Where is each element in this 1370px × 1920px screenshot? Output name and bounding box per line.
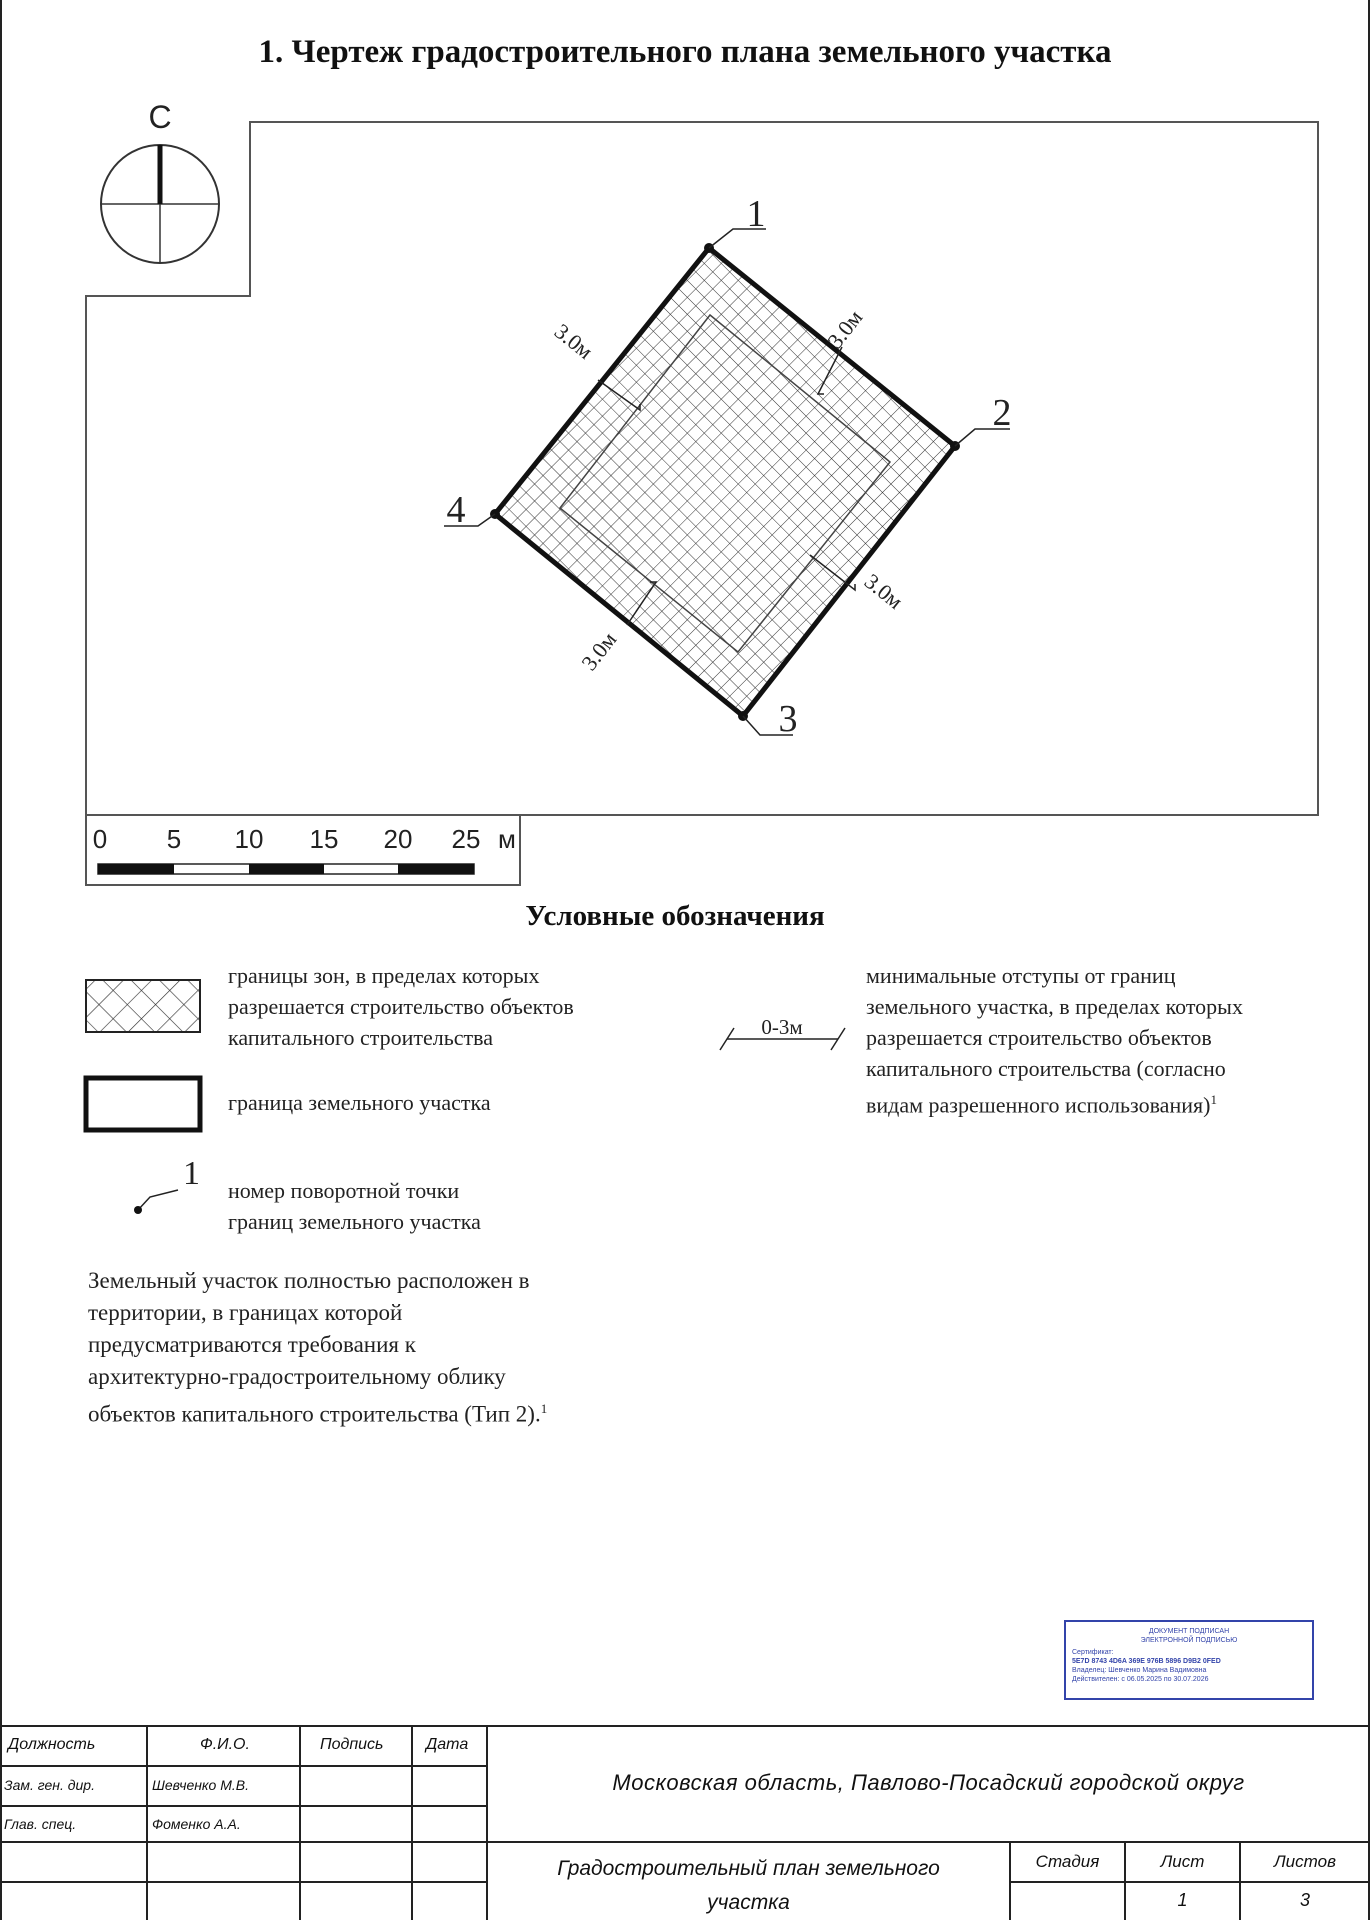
- legend-boundary-description: граница земельного участка: [228, 1090, 491, 1115]
- tb-col-name: Ф.И.О.: [200, 1736, 250, 1753]
- legend-offset-line: разрешается строительство объектов: [866, 1025, 1212, 1050]
- legend-point-line: номер поворотной точки: [228, 1178, 460, 1203]
- offset-label-2: 3.0м: [822, 305, 868, 354]
- tb-row1-position: Зам. ген. дир.: [4, 1777, 95, 1793]
- tb-doc-title-line: Градостроительный план земельного: [557, 1857, 940, 1880]
- offset-label-1: 3.0м: [549, 318, 598, 364]
- scale-tick-0: 0: [92, 824, 108, 854]
- legend-title: Условные обозначения: [525, 900, 825, 932]
- scale-tick-20: 20: [383, 824, 413, 854]
- tb-row2-name: Фоменко А.А.: [152, 1816, 241, 1832]
- tb-stage-label: Стадия: [1035, 1852, 1100, 1871]
- tb-row1-name: Шевченко М.В.: [152, 1777, 249, 1793]
- tb-row2-position: Глав. спец.: [4, 1816, 77, 1832]
- tb-col-position: Должность: [8, 1736, 96, 1753]
- tb-doc-title: [487, 1852, 1010, 1920]
- legend-offset-line-text: видам разрешенного использования): [866, 1092, 1211, 1118]
- scale-tick-5: 5: [166, 824, 182, 854]
- e-signature-stamp: [1064, 1620, 1314, 1700]
- notice-line-text: объектов капитального строительства (Тип 2).: [88, 1401, 541, 1427]
- point-label-3: 3: [778, 698, 798, 740]
- legend-hatch-symbol: [86, 980, 200, 1032]
- footnote-mark: 1: [540, 1401, 548, 1416]
- offset-label-3: 3.0м: [859, 568, 908, 614]
- tb-doc-title-line: участка: [707, 1891, 790, 1914]
- legend-offset-label: 0-3м: [761, 1015, 803, 1039]
- tb-col-date: Дата: [426, 1736, 469, 1753]
- page-title: 1. Чертеж градостроительного плана земельного участка: [258, 34, 1112, 70]
- scale-tick-15: 15: [309, 824, 339, 854]
- scale-tick-25: 25: [451, 824, 481, 854]
- legend-point-description: [228, 1175, 481, 1237]
- legend-boundary-symbol: [86, 1078, 200, 1130]
- scale-unit: м: [498, 824, 516, 854]
- legend-hatch-line: капитального строительства: [228, 1025, 494, 1050]
- notice-line: территории, в границах которой: [88, 1300, 403, 1325]
- notice-line: архитектурно-градостроительному облику: [88, 1364, 506, 1389]
- tb-sheets-value: 3: [1299, 1890, 1310, 1910]
- notice-line: Земельный участок полностью расположен в: [88, 1268, 530, 1293]
- legend-hatch-description: [228, 960, 574, 1053]
- point-label-1: 1: [746, 193, 766, 235]
- legend-offset-line: минимальные отступы от границ: [866, 963, 1176, 988]
- legend-offset-line: земельного участка, в пределах которых: [866, 994, 1243, 1019]
- north-arrow-icon: [101, 145, 219, 263]
- tb-location: Московская область, Павлово-Посадский городской округ: [612, 1770, 1245, 1795]
- footnote-mark: 1: [1210, 1092, 1217, 1107]
- notice-line: предусматриваются требования к: [88, 1332, 416, 1357]
- legend-point-line: границ земельного участка: [228, 1209, 481, 1234]
- legend-point-number: 1: [183, 1155, 200, 1192]
- buildable-zone-hatch: [495, 248, 955, 716]
- tb-col-signature: Подпись: [320, 1736, 384, 1753]
- stamp-cert-label: Сертификат:: [1072, 1649, 1114, 1656]
- stamp-header: ЭЛЕКТРОННОЙ ПОДПИСЬЮ: [1140, 1637, 1238, 1644]
- legend-hatch-line: разрешается строительство объектов: [228, 994, 574, 1019]
- tb-sheet-label: Лист: [1160, 1852, 1205, 1871]
- point-label-4: 4: [446, 489, 466, 531]
- north-label: С: [148, 99, 172, 135]
- tb-sheets-label: Листов: [1274, 1852, 1336, 1871]
- offset-label-4: 3.0м: [576, 627, 622, 676]
- legend-offset-line: [866, 1084, 1243, 1120]
- scale-tick-10: 10: [234, 824, 264, 854]
- legend-offset-description: [866, 960, 1243, 1120]
- notice-paragraph: [88, 1265, 688, 1431]
- notice-line: [88, 1393, 688, 1431]
- legend-hatch-line: границы зон, в пределах которых: [228, 963, 540, 988]
- stamp-valid: Действителен: с 06.05.2025 по 30.07.2026: [1072, 1676, 1209, 1683]
- stamp-header: ДОКУМЕНТ ПОДПИСАН: [1148, 1628, 1230, 1635]
- stamp-cert: 5E7D 8743 4D6A 369E 976B 5896 D9B2 0FED: [1072, 1658, 1221, 1665]
- legend-offset-line: капитального строительства (согласно: [866, 1056, 1226, 1081]
- tb-sheet-value: 1: [1177, 1890, 1188, 1910]
- point-label-2: 2: [992, 392, 1012, 434]
- stamp-owner: Владелец: Шевченко Марина Вадимовна: [1072, 1667, 1207, 1674]
